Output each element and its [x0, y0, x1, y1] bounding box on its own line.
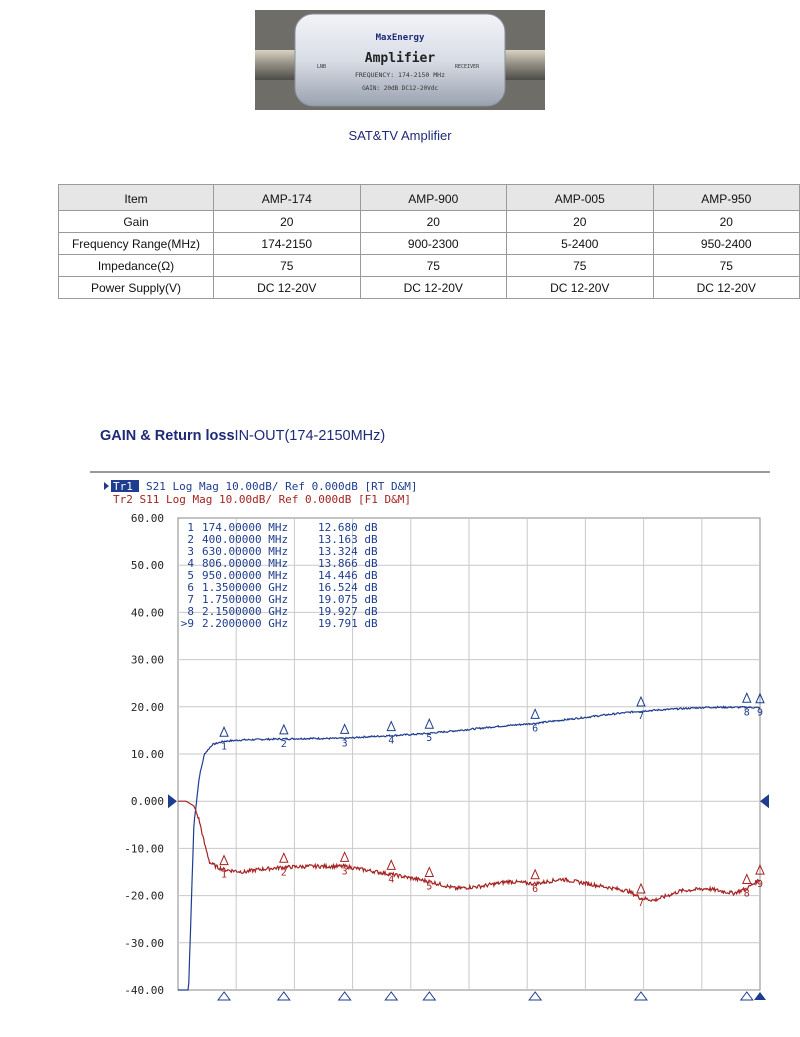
marker-triangle-icon [280, 725, 288, 734]
marker-active-stimulus-icon [754, 992, 766, 1000]
marker-triangle-icon [387, 722, 395, 731]
section-title-bold: GAIN & Return loss [100, 428, 235, 444]
marker-table-frequency: 950.00000 MHz [202, 569, 289, 582]
section-title [100, 428, 385, 444]
marker-table-value: 14.446 dB [318, 569, 378, 582]
marker-table-id: 1 [187, 521, 194, 534]
table-cell: DC 12-20V [214, 277, 361, 299]
marker-label: 3 [341, 866, 348, 878]
table-cell: 20 [507, 211, 654, 233]
table-row [59, 211, 800, 233]
marker-table-id: 8 [187, 605, 194, 618]
ref-level-left-icon [168, 794, 177, 808]
marker-table-frequency: 2.1500000 GHz [202, 605, 289, 618]
y-tick-label: 30.00 [130, 653, 164, 667]
marker-label: 7 [637, 711, 644, 723]
table-cell: 174-2150 [214, 233, 361, 255]
table-cell: 20 [653, 211, 800, 233]
marker-table-value: 13.866 dB [318, 557, 378, 570]
marker-stimulus-icon [529, 992, 541, 1000]
marker-triangle-icon [743, 875, 751, 884]
table-row [59, 233, 800, 255]
product-gain: GAIN: 20dB DC12-20Vdc [362, 85, 438, 92]
marker-table-frequency: 630.00000 MHz [202, 545, 289, 558]
y-tick-label: 0.000 [130, 795, 164, 809]
table-row [59, 255, 800, 277]
network-analyzer-plot [90, 470, 800, 1030]
marker-stimulus-icon [278, 992, 290, 1000]
marker-triangle-icon [387, 860, 395, 869]
marker-table-id: 7 [187, 593, 194, 606]
marker-label: 1 [221, 741, 228, 753]
table-cell: 900-2300 [360, 233, 507, 255]
table-cell: Gain [59, 211, 214, 233]
marker-table-value: 19.927 dB [318, 605, 378, 618]
marker-table-value: 19.791 dB [318, 617, 378, 630]
product-caption: SAT&TV Amplifier [348, 128, 452, 143]
table-header-row [59, 185, 800, 211]
table-cell: 950-2400 [653, 233, 800, 255]
table-cell: Frequency Range(MHz) [59, 233, 214, 255]
section-title-rest: IN-OUT(174-2150MHz) [234, 428, 386, 444]
trace2-header: Tr2 S11 Log Mag 10.00dB/ Ref 0.000dB [F1 D&M] [113, 493, 412, 506]
y-tick-label: 10.00 [130, 748, 164, 761]
marker-triangle-icon [220, 856, 228, 865]
marker-triangle-icon [220, 727, 228, 736]
marker-table-value: 19.075 dB [318, 593, 378, 606]
table-cell: 20 [214, 211, 361, 233]
marker-label: 8 [743, 888, 750, 900]
marker-stimulus-icon [385, 992, 397, 1000]
marker-triangle-icon [425, 867, 433, 876]
marker-table-value: 16.524 dB [318, 581, 378, 594]
marker-triangle-icon [531, 870, 539, 879]
table-cell: Impedance(Ω) [59, 255, 214, 277]
marker-table-id: 3 [187, 545, 194, 558]
marker-label: 1 [221, 869, 228, 881]
table-cell: 75 [653, 255, 800, 277]
product-photo [255, 10, 545, 110]
marker-table-value: 12.680 dB [318, 521, 378, 534]
table-header: AMP-900 [360, 185, 507, 211]
table-header: AMP-950 [653, 185, 800, 211]
table-cell: DC 12-20V [653, 277, 800, 299]
marker-label: 6 [532, 883, 539, 895]
marker-triangle-icon [280, 853, 288, 862]
marker-triangle-icon [531, 709, 539, 718]
trace1-tag: Tr1 [113, 480, 133, 493]
marker-label: 9 [756, 879, 764, 891]
marker-label: 2 [280, 738, 287, 750]
marker-label: 5 [426, 733, 433, 745]
product-brand: MaxEnergy [375, 33, 425, 43]
marker-label: 8 [743, 707, 750, 719]
marker-table-frequency: 1.3500000 GHz [202, 581, 289, 594]
marker-table [181, 521, 378, 630]
marker-table-value: 13.163 dB [318, 533, 378, 546]
marker-table-id: 6 [187, 581, 194, 594]
marker-label: 5 [426, 881, 433, 893]
marker-table-id: 4 [187, 557, 194, 570]
table-cell: DC 12-20V [507, 277, 654, 299]
marker-stimulus-icon [339, 992, 351, 1000]
table-cell: 75 [214, 255, 361, 277]
product-port-right: RECEIVER [455, 64, 480, 70]
marker-table-frequency: 1.7500000 GHz [202, 593, 289, 606]
marker-table-id: 5 [187, 569, 194, 582]
spec-table [58, 184, 800, 299]
marker-label: 4 [388, 874, 395, 886]
y-tick-label: -20.00 [124, 889, 164, 903]
marker-triangle-icon [743, 693, 751, 702]
marker-triangle-icon [425, 719, 433, 728]
trace1-header: S21 Log Mag 10.00dB/ Ref 0.000dB [RT D&M] [146, 480, 418, 493]
y-tick-label: 60.00 [130, 512, 164, 525]
marker-label: 7 [637, 897, 644, 909]
marker-stimulus-icon [218, 992, 230, 1000]
marker-table-frequency: 2.2000000 GHz [202, 617, 289, 630]
marker-table-id: >9 [180, 617, 194, 630]
product-frequency: FREQUENCY: 174-2150 MHz [354, 71, 446, 79]
y-tick-label: -10.00 [124, 842, 164, 856]
ref-level-right-icon [760, 794, 769, 808]
y-tick-label: 20.00 [130, 700, 164, 714]
table-header: AMP-005 [507, 185, 654, 211]
y-tick-label: 50.00 [130, 559, 164, 573]
marker-label: 3 [341, 738, 348, 750]
marker-table-frequency: 174.00000 MHz [202, 521, 289, 534]
table-cell: DC 12-20V [360, 277, 507, 299]
marker-table-id: 2 [187, 533, 194, 546]
marker-stimulus-icon [741, 992, 753, 1000]
table-header: AMP-174 [214, 185, 361, 211]
table-cell: 75 [360, 255, 507, 277]
marker-label: 6 [532, 723, 539, 735]
marker-label: 2 [280, 867, 287, 879]
marker-stimulus-icon [423, 992, 435, 1000]
marker-label: 4 [388, 735, 395, 747]
y-tick-label: -30.00 [124, 936, 164, 950]
marker-stimulus-icon [635, 992, 647, 1000]
y-tick-label: -40.00 [124, 984, 164, 997]
table-header: Item [59, 185, 214, 211]
marker-triangle-icon [341, 852, 349, 861]
marker-table-frequency: 806.00000 MHz [202, 557, 289, 570]
table-cell: 75 [507, 255, 654, 277]
product-port-left: LNB [317, 64, 327, 70]
table-cell: 20 [360, 211, 507, 233]
table-cell: 5-2400 [507, 233, 654, 255]
marker-table-value: 13.324 dB [318, 545, 378, 558]
marker-triangle-icon [341, 724, 349, 733]
table-row [59, 277, 800, 299]
table-cell: Power Supply(V) [59, 277, 214, 299]
marker-label: 9 [756, 707, 764, 719]
product-name: Amplifier [364, 51, 436, 66]
y-tick-label: 40.00 [130, 606, 164, 620]
marker-table-frequency: 400.00000 MHz [202, 533, 289, 546]
